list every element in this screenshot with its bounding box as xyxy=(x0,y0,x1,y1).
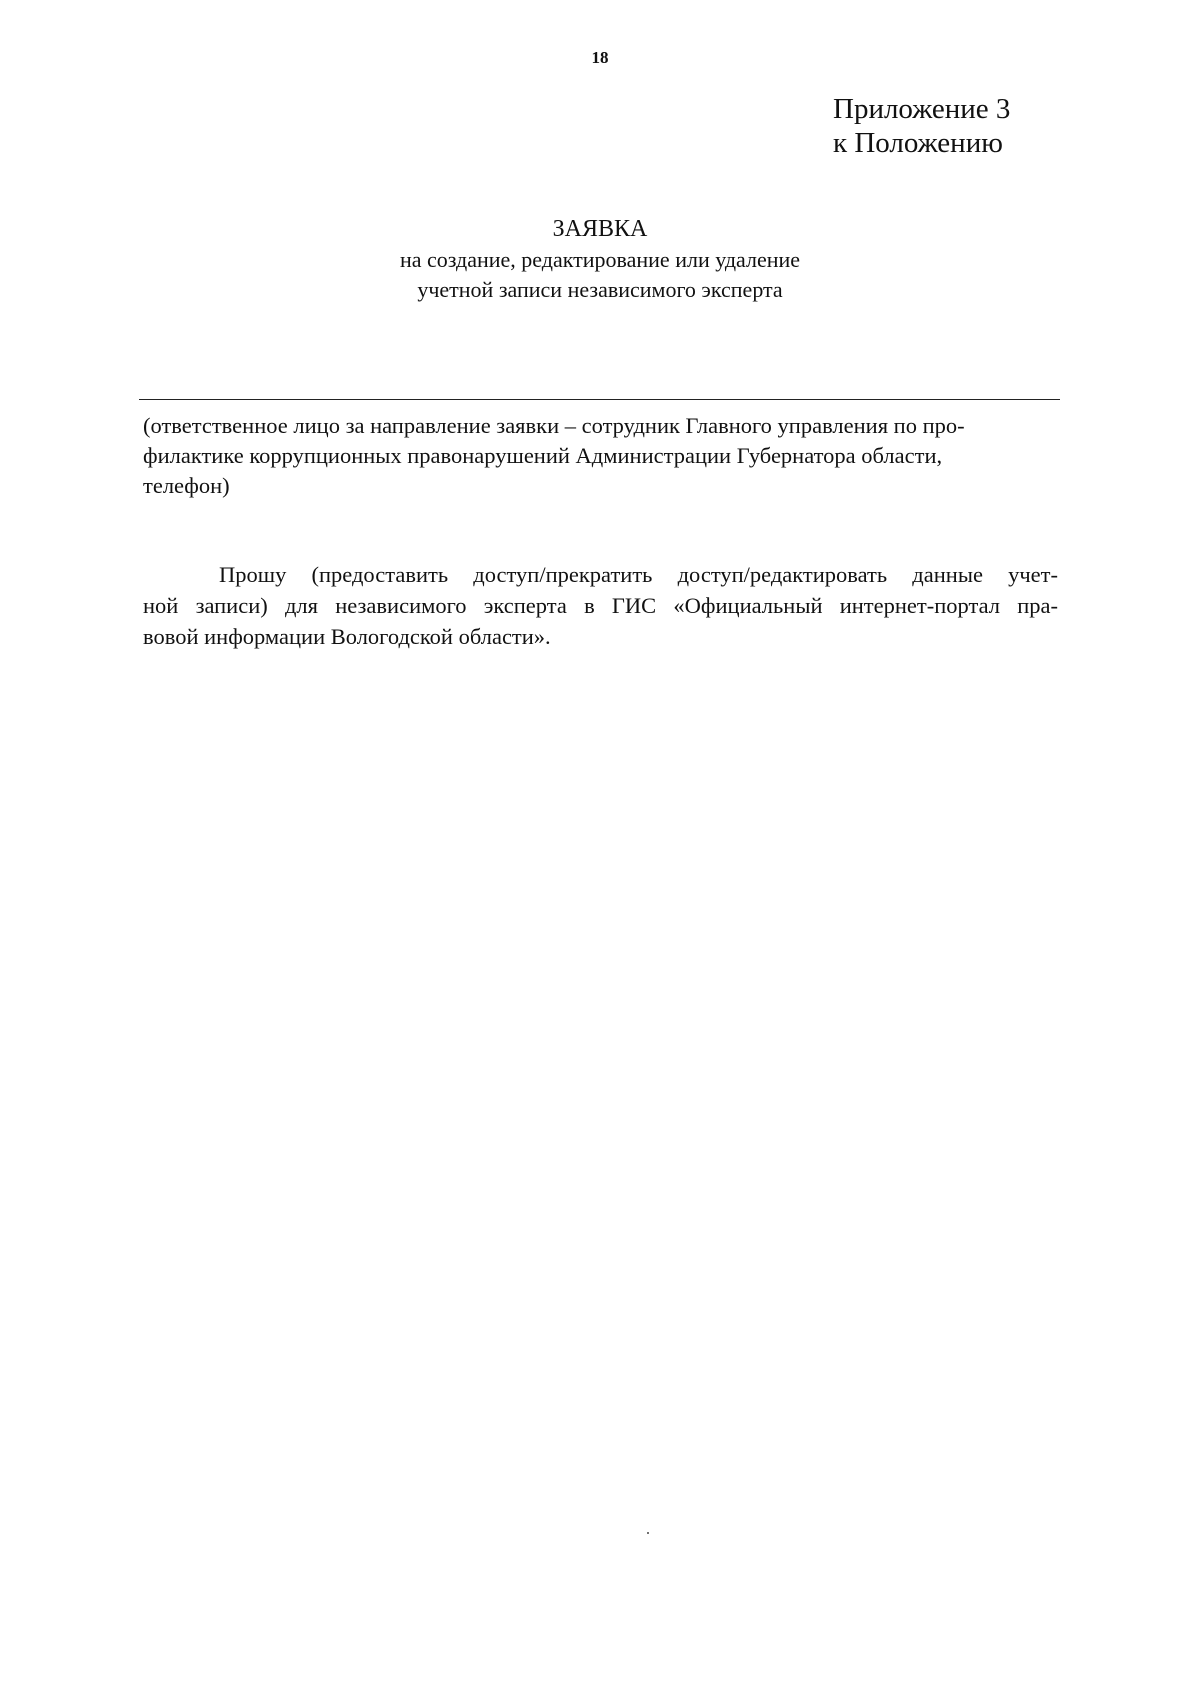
appendix-line-2: к Положению xyxy=(833,127,1003,159)
page-number: 18 xyxy=(591,48,609,67)
scan-artifact-dot xyxy=(647,1532,649,1534)
subtitle-line-2: учетной записи независимого эксперта xyxy=(417,277,783,302)
responsible-note-line-3: телефон) xyxy=(143,473,230,498)
document-subtitle xyxy=(0,245,1200,305)
responsible-note-line-2: филактике коррупционных правонарушений Администрации Губернатора области, xyxy=(143,443,943,468)
request-paragraph xyxy=(143,559,1058,652)
request-line-3: вовой информации Вологодской области». xyxy=(143,624,551,649)
responsible-person-note xyxy=(143,411,1055,501)
request-line-2: ной записи) для независимого эксперта в ГИС «Официальный интернет-портал пра- xyxy=(143,593,1058,618)
appendix-line-1: Приложение 3 xyxy=(833,93,1011,125)
document-title: ЗАЯВКА xyxy=(552,216,648,242)
subtitle-line-1: на создание, редактирование или удаление xyxy=(399,247,801,272)
fill-in-line xyxy=(139,399,1060,400)
responsible-note-line-1: (ответственное лицо за направление заявки – сотрудник Главного управления по про- xyxy=(143,413,965,438)
appendix-reference xyxy=(833,92,1010,160)
request-line-1: Прошу (предоставить доступ/прекратить доступ/редактировать данные учет- xyxy=(219,562,1058,587)
